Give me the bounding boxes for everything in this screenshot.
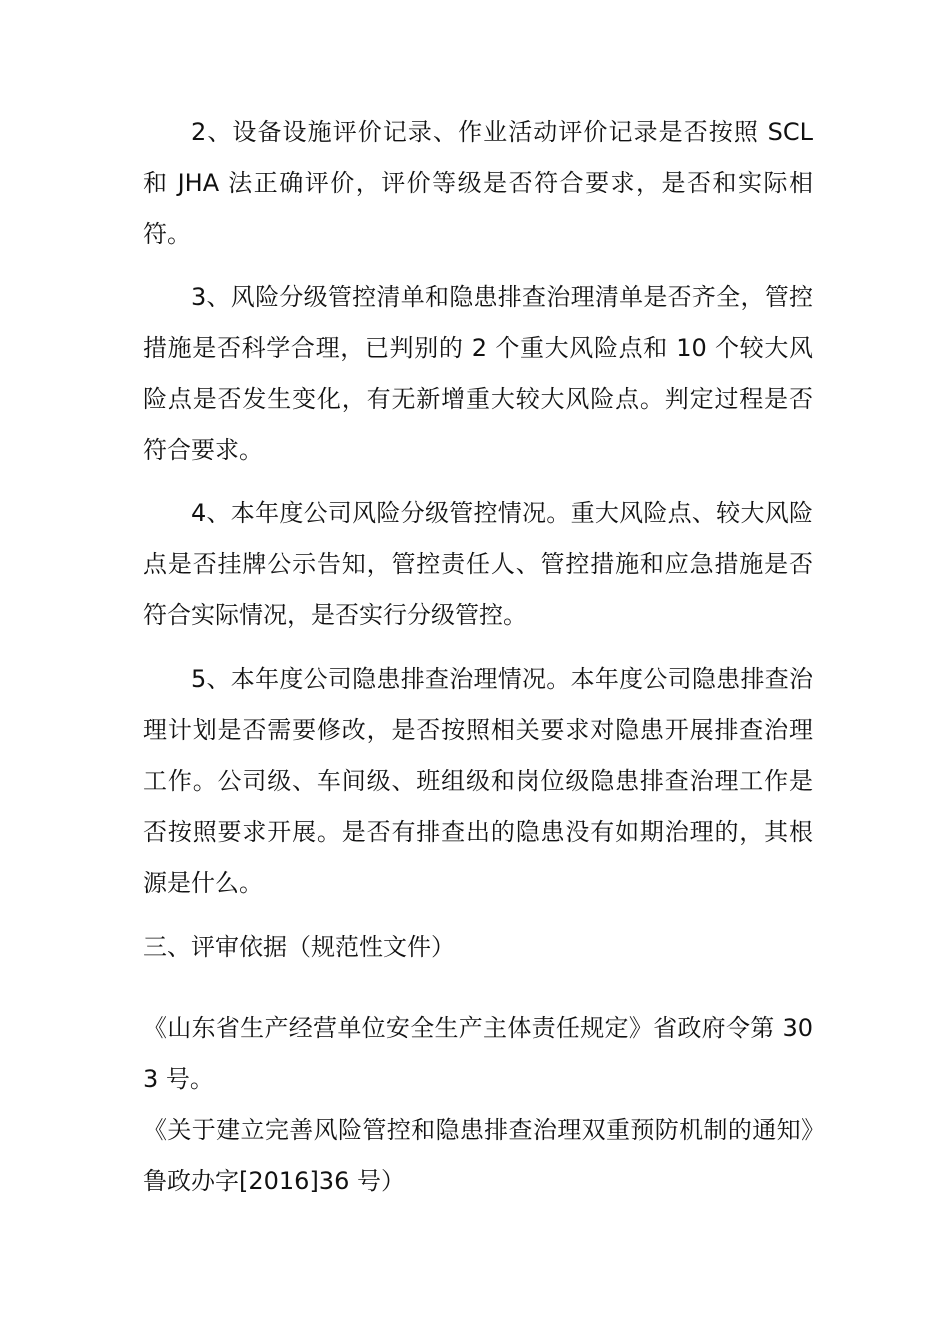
reference-1: 《山东省生产经营单位安全生产主体责任规定》省政府令第 303 号。 bbox=[143, 1014, 813, 1093]
item-3-paragraph: 3、风险分级管控清单和隐患排查治理清单是否齐全，管控措施是否科学合理，已判别的 2 个重大风险点和 10 个较大风险点是否发生变化，有无新增重大较大风险点。判定过程是否符合要求。 bbox=[143, 283, 813, 464]
section-3-heading: 三、评审依据（规范性文件） bbox=[143, 933, 455, 961]
item-2-paragraph: 2、设备设施评价记录、作业活动评价记录是否按照 SCL 和 JHA 法正确评价，评价等级是否符合要求，是否和实际相符。 bbox=[143, 118, 813, 248]
item-4-paragraph: 4、本年度公司风险分级管控情况。重大风险点、较大风险点是否挂牌公示告知，管控责任人、管控措施和应急措施是否符合实际情况，是否实行分级管控。 bbox=[143, 499, 813, 629]
item-5-paragraph: 5、本年度公司隐患排查治理情况。本年度公司隐患排查治理计划是否需要修改，是否按照相关要求对隐患开展排查治理工作。公司级、车间级、班组级和岗位级隐患排查治理工作是否按照要求开展。是否有排查出的隐患没有如期治理的，其根源是什么。 bbox=[143, 665, 813, 897]
reference-2: 《关于建立完善风险管控和隐患排查治理双重预防机制的通知》鲁政办字[2016]36 号） bbox=[143, 1116, 813, 1195]
